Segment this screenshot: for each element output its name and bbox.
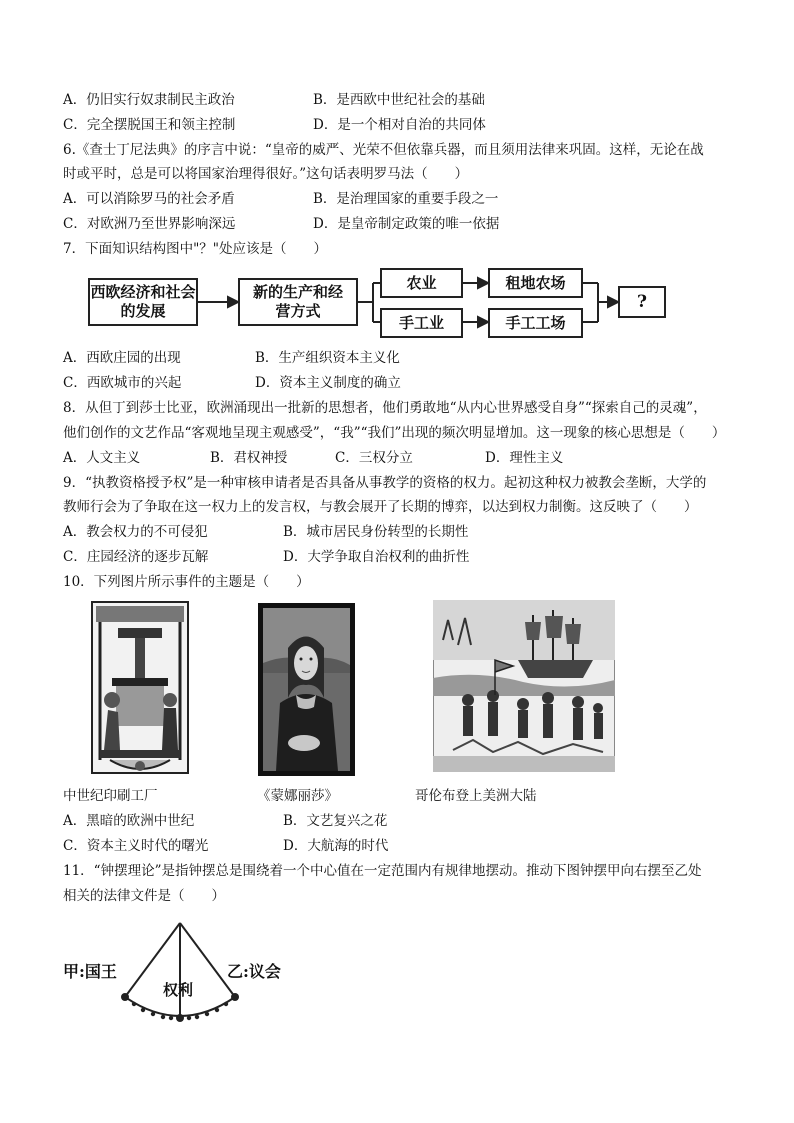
diagram-box-workshop: 手工工场 <box>488 308 583 338</box>
q10-stem: 10．下列图片所示事件的主题是（ ） <box>63 574 310 590</box>
q11-stem-line2: 相关的法律文件是（ ） <box>63 888 225 904</box>
q9-stem-line2: 教师行会为了争取在这一权力上的发言权，与教会展开了长期的博弈，以达到权力制衡。这反映了（ ） <box>63 499 698 515</box>
q9-option-d: D．大学争取自治权利的曲折性 <box>283 549 470 565</box>
q7-option-c: C．西欧城市的兴起 <box>63 375 182 391</box>
q8-stem-line2: 他们创作的文艺作品“客观地呈现主观感受”，“我”“我们”出现的频次明显增加。这一现象的核心思想是（ ） <box>63 425 726 441</box>
q6-option-d: D．是皇帝制定政策的唯一依据 <box>313 216 500 232</box>
q9-option-a: A．教会权力的不可侵犯 <box>63 524 208 540</box>
q7-stem: 7．下面知识结构图中"？"处应该是（ ） <box>63 241 328 257</box>
q6-stem-line1: 6.《查士丁尼法典》的序言中说：“皇帝的威严、光荣不但依靠兵器，而且须用法律来巩固。这样，无论在战 <box>63 142 704 158</box>
diagram-box-agriculture: 农业 <box>380 268 463 298</box>
diagram-box-handicraft: 手工业 <box>380 308 463 338</box>
q8-option-d: D．理性主义 <box>485 450 564 466</box>
pendulum-left-label: 甲:国王 <box>63 962 117 981</box>
caption-printing-factory: 中世纪印刷工厂 <box>63 788 158 804</box>
q9-option-c: C．庄园经济的逐步瓦解 <box>63 549 209 565</box>
q6-option-c: C．对欧洲乃至世界影响深远 <box>63 216 236 232</box>
q11-stem-line1: 11．“钟摆理论”是指钟摆总是围绕着一个中心值在一定范围内有规律地摆动。推动下图钟摆甲向右摆至乙处 <box>63 863 702 879</box>
diagram-box-production: 新的生产和经营方式 <box>238 278 358 326</box>
knowledge-structure-diagram <box>88 265 678 340</box>
mona-lisa-image <box>258 603 355 776</box>
pendulum-diagram <box>63 915 298 1030</box>
diagram-box-tenant-farm: 租地农场 <box>488 268 583 298</box>
q8-option-b: B．君权神授 <box>210 450 288 466</box>
q6-option-a: A．可以消除罗马的社会矛盾 <box>63 191 235 207</box>
caption-mona-lisa: 《蒙娜丽莎》 <box>257 788 338 804</box>
q9-option-b: B．城市居民身份转型的长期性 <box>283 524 469 540</box>
q5-option-b: B．是西欧中世纪社会的基础 <box>313 92 485 108</box>
q10-option-b: B．文艺复兴之花 <box>283 813 388 829</box>
caption-columbus: 哥伦布登上美洲大陆 <box>415 788 537 804</box>
diagram-box-economy: 西欧经济和社会的发展 <box>88 278 198 326</box>
q7-option-b: B．生产组织资本主义化 <box>255 350 400 366</box>
q8-stem-line1: 8．从但丁到莎士比亚，欧洲涌现出一批新的思想者，他们勇敢地“从内心世界感受自身”“探索自己的灵魂”， <box>63 400 707 416</box>
printing-press-image <box>90 600 190 775</box>
columbus-landing-image <box>433 600 615 772</box>
q5-option-c: C．完全摆脱国王和领主控制 <box>63 117 236 133</box>
diagram-box-question: ? <box>618 286 666 318</box>
q5-option-a: A．仍旧实行奴隶制民主政治 <box>63 92 235 108</box>
pendulum-right-label: 乙:议会 <box>227 962 281 981</box>
pendulum-center-label: 权利 <box>163 981 194 999</box>
q10-option-a: A．黑暗的欧洲中世纪 <box>63 813 195 829</box>
q10-option-d: D．大航海的时代 <box>283 838 389 854</box>
q7-option-a: A．西欧庄园的出现 <box>63 350 181 366</box>
q10-option-c: C．资本主义时代的曙光 <box>63 838 209 854</box>
q6-stem-line2: 时或平时，总是可以将国家治理得很好。”这句话表明罗马法（ ） <box>63 166 469 182</box>
q9-stem-line1: 9．“执教资格授予权”是一种审核申请者是否具备从事教学的资格的权力。起初这种权力被教会垄断，大学的 <box>63 475 707 491</box>
q5-option-d: D．是一个相对自治的共同体 <box>313 117 486 133</box>
q8-option-c: C．三权分立 <box>335 450 413 466</box>
q7-option-d: D．资本主义制度的确立 <box>255 375 401 391</box>
q8-option-a: A．人文主义 <box>63 450 141 466</box>
q6-option-b: B．是治理国家的重要手段之一 <box>313 191 499 207</box>
